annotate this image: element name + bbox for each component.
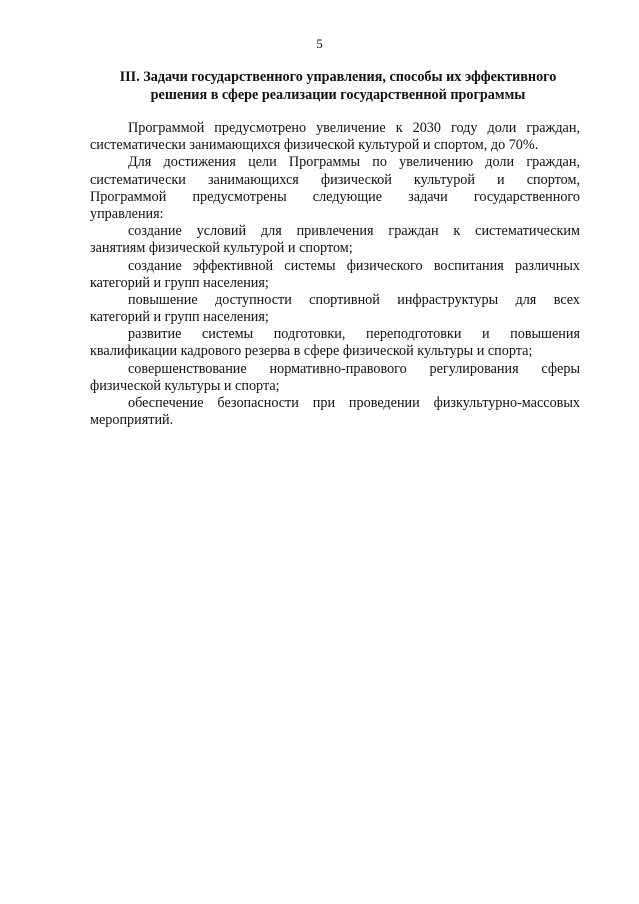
text-line: занятиям физической культурой и спортом;: [90, 240, 353, 257]
text-line: мероприятий.: [90, 412, 174, 429]
section-body: [90, 120, 580, 429]
text-line: создание условий для привлечения граждан к систематическим: [128, 223, 580, 240]
task-item: [90, 258, 580, 292]
text-line: управления:: [90, 205, 164, 222]
text-line: физической культуры и спорта;: [90, 377, 280, 394]
text-line: Программой предусмотрены следующие задачи государственного: [90, 188, 580, 205]
paragraph-goal: [90, 120, 580, 154]
text-line: категорий и групп населения;: [90, 309, 269, 326]
text-line: обеспечение безопасности при проведении физкультурно-массовых: [128, 395, 580, 411]
page-number: 5: [316, 36, 323, 51]
section-heading-line: решения в сфере реализации государственной программы: [150, 87, 526, 103]
text-line: Программой предусмотрено увеличение к 2030 году доли граждан,: [128, 120, 580, 136]
task-item: [90, 361, 580, 395]
text-line: систематически занимающихся физической культурой и спортом,: [90, 171, 580, 188]
text-line: систематически занимающихся физической культурой и спортом, до 70%.: [90, 137, 539, 154]
paragraph-intro-tasks: [90, 154, 580, 223]
section-heading-line: III. Задачи государственного управления, способы их эффективного: [119, 69, 557, 85]
text-line: повышение доступности спортивной инфраструктуры для всех: [128, 291, 580, 308]
text-line: квалификации кадрового резерва в сфере физической культуры и спорта;: [90, 343, 533, 360]
task-item: [90, 395, 580, 429]
task-item: [90, 326, 580, 360]
text-line: Для достижения цели Программы по увеличению доли граждан,: [128, 154, 580, 171]
text-line: развитие системы подготовки, переподготовки и повышения: [128, 326, 580, 343]
task-item: [90, 223, 580, 257]
text-line: категорий и групп населения;: [90, 274, 269, 291]
text-line: создание эффективной системы физического воспитания различных: [128, 257, 580, 274]
section-heading: [90, 68, 586, 104]
text-line: совершенствование нормативно-правового регулирования сферы: [128, 360, 580, 377]
task-item: [90, 292, 580, 326]
